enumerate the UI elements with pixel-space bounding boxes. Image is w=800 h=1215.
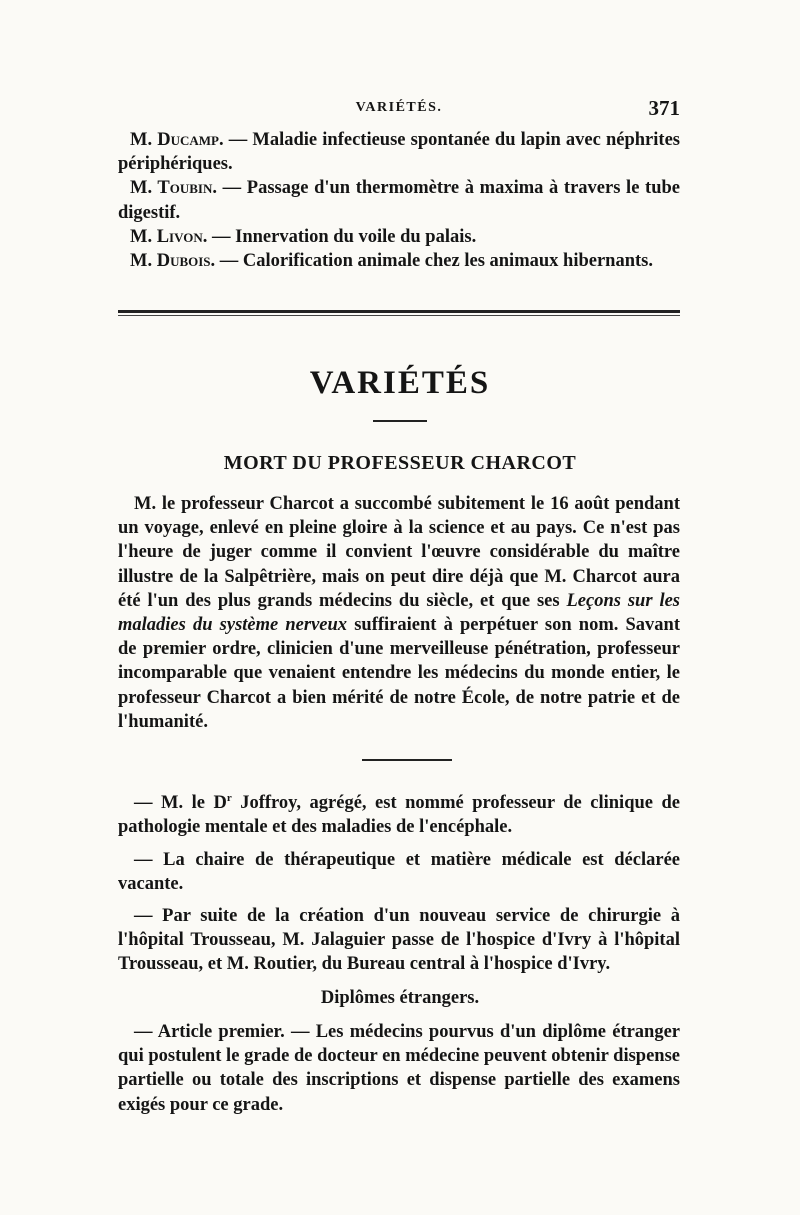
communications-list [118,128,680,273]
entry-text: — Calorification animale chez les animaux hibernants. [215,251,653,272]
entry-text: — Maladie infectieuse spontanée du lapin avec néphrites périphériques. [118,130,680,175]
news-item: — La chaire de thérapeutique et matière médicale est déclarée vacante. [118,849,680,894]
subsection-heading: Diplômes étrangers. [320,988,480,1008]
news-item: — Par suite de la création d'un nouveau service de chirurgie à l'hôpital Trousseau, M. Jalaguier passe de l'hospice d'Ivry à l'hôpital Trousseau, et M. Routier, du Bureau central à l'hospice d'Ivry. [118,905,680,975]
list-item [118,225,680,249]
list-item [118,128,680,176]
section-divider [118,310,680,318]
paragraph-text: M. le professeur Charcot a succombé subitement le 16 août pendant un voyage, enlevé en pleine gloire à la science et au pays. Ce n'est pas l'heure de juger comme il convient l'œuvre considérable du maître illustre de la Salpêtrière, mais on peut dire déjà que M. Charcot aura été l'un des plus grands médecins du siècle, et que ses [118,494,680,611]
section-title: VARIÉTÉS [309,365,491,401]
book-title: Leçons sur les maladies du système nerveux [118,590,680,636]
diplomes-paragraph: — Article premier. — Les médecins pourvus d'un diplôme étranger qui postulent le grade de docteur en médecine peuvent obtenir dispense partielle ou totale des inscriptions et dispense partielle des examens exigés pour ce grade. [118,1022,680,1115]
author-name: M. Livon. [130,226,208,247]
diplomes-body [118,1020,680,1117]
author-name: M. Toubin. [130,178,217,199]
entry-text: — Innervation du voile du palais. [207,226,477,247]
list-item [118,249,680,273]
paragraph-text: suffiraient à perpétuer son nom. Savant de premier ordre, clinicien d'une merveilleuse pénétration, professeur incomparable que venaient entendre les médecins du monde entier, le professeur Charcot a bien mérité de notre École, de notre patrie et de l'humanité. [118,615,681,732]
author-name: M. Dubois. [130,251,216,272]
list-item [118,176,680,224]
running-title: VARIÉTÉS. [355,100,443,115]
article-paragraph [118,492,680,734]
running-head [118,96,680,120]
paragraph-rule [362,759,452,761]
entry-text: — Passage d'un thermomètre à maxima à travers le tube digestif. [118,178,680,223]
page-number: 371 [648,96,680,120]
article-body [118,492,680,734]
news-item: — M. le $D^r$ Joffroy, agrégé, est nommé professeur de clinique de pathologie mentale et des maladies de l'encéphale. [118,792,680,838]
article-title: MORT DU PROFESSEUR CHARCOT [223,452,577,474]
title-rule [373,420,427,422]
news-list [118,786,680,977]
author-name: M. Ducamp. [130,130,224,150]
